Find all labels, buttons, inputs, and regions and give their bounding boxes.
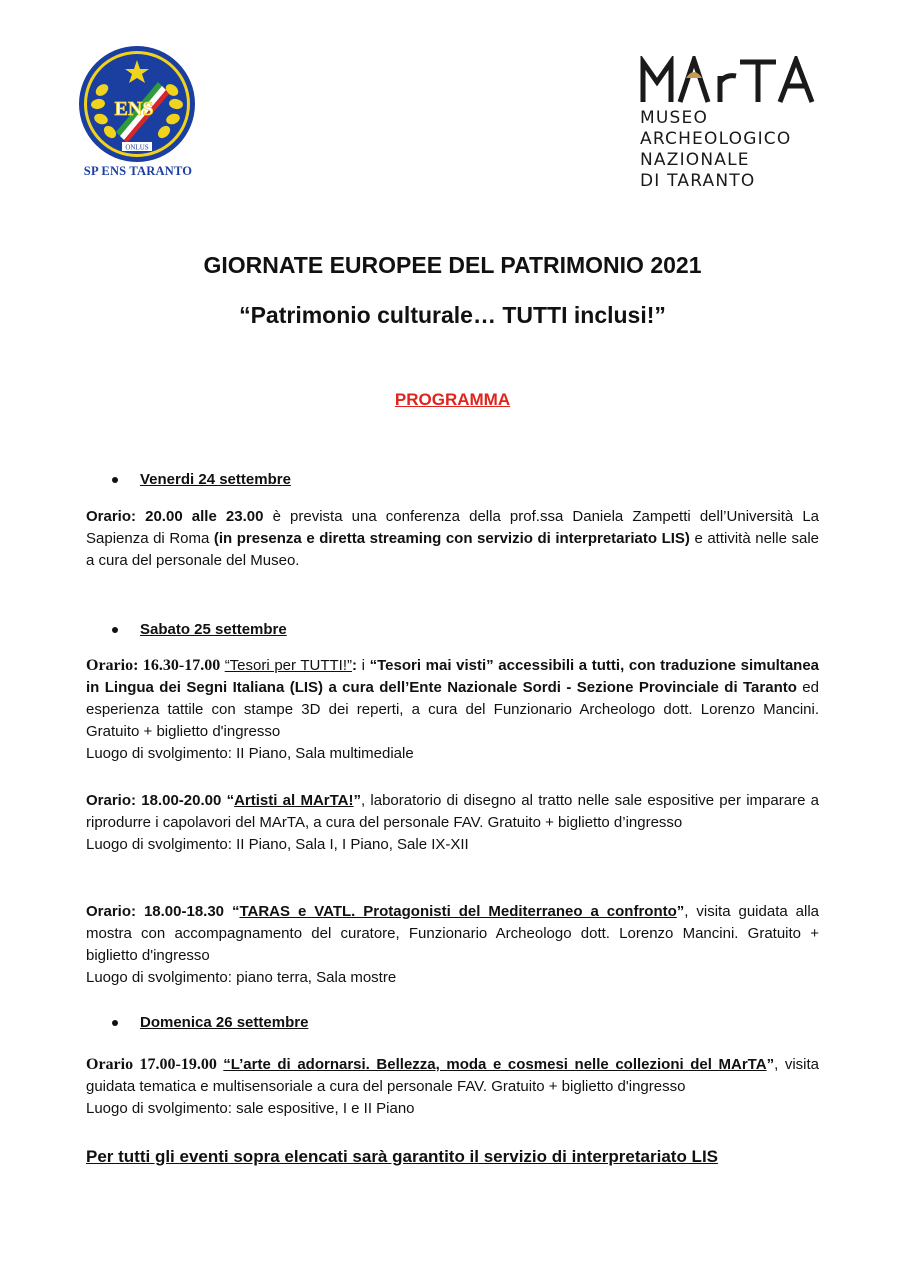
day-2-event-2-text: , laboratorio di disegno al tratto nelle sale espositive per imparare a riprodurre i capolavori del MArTA, a cura del personale FAV. Gratuito + biglietto d’ingresso <box>86 792 819 831</box>
day-3-event-1 <box>86 1054 819 1120</box>
day-3-event-1-place: Luogo di svolgimento: sale espositive, I e II Piano <box>86 1100 415 1117</box>
ens-logo <box>76 42 198 182</box>
day-2-event-1-text-b: ed esperienza tattile con stampe 3D dei reperti, a cura del Funzionario Archeologo dott. Lorenzo Mancini. Gratuito + biglietto d'ingresso <box>86 679 819 740</box>
day-2-event-2-place: Luogo di svolgimento: II Piano, Sala I, I Piano, Sale IX-XII <box>86 836 469 853</box>
day-2-event-2-open-quote: “ <box>226 792 235 809</box>
page-subtitle: “Patrimonio culturale… TUTTI inclusi!” <box>239 302 666 328</box>
day-3-label: Domenica 26 settembre <box>140 1014 309 1031</box>
ens-logo-text: ENS <box>114 98 154 120</box>
day-2-event-2-time: Orario: 18.00-20.00 <box>86 792 227 809</box>
day-1-bold: (in presenza e diretta streaming con servizio di interpretariato LIS) <box>213 530 690 547</box>
day-3-event-1-time: Orario 17.00-19.00 <box>86 1056 224 1073</box>
day-2-event-2 <box>86 790 819 856</box>
day-1-text-a: è prevista una conferenza della prof.ssa Daniela Zampetti dell’Università La Sapienza di Roma <box>86 508 820 547</box>
day-2-event-3-text: , visita guidata alla mostra con accompagnamento del curatore, Funzionario Archeologo dott. Lorenzo Mancini. Gratuito + biglietto d'ingresso <box>86 903 819 964</box>
day-2-label: Sabato 25 settembre <box>140 621 287 638</box>
ens-logo-caption: SP ENS TARANTO <box>83 164 193 178</box>
day-2-event-3-place: Luogo di svolgimento: piano terra, Sala mostre <box>86 969 397 986</box>
day-1-paragraph <box>86 506 819 572</box>
day-2-event-1-bold: “Tesori mai visti” accessibili a tutti, con traduzione simultanea in Lingua dei Segni Italiana (LIS) a cura dell’Ente Nazionale Sordi - Sezione Provinciale di Taranto <box>86 657 820 696</box>
programma-heading: PROGRAMMA <box>394 390 511 409</box>
ens-logo-onlus: ONLUS <box>125 143 149 152</box>
page-title: GIORNATE EUROPEE DEL PATRIMONIO 2021 <box>203 252 702 278</box>
day-2-event-1-time: Orario: 16.30-17.00 <box>86 657 225 674</box>
marta-line-4: DI TARANTO <box>640 171 756 191</box>
day-2-event-3-title: TARAS e VATL. Protagonisti del Mediterraneo a confronto <box>239 903 677 920</box>
day-2-event-1-colon: : <box>352 657 358 674</box>
marta-line-3: NAZIONALE <box>640 150 750 170</box>
bullet-dot-icon <box>112 477 118 483</box>
day-2-event-1-title: “Tesori per TUTTI!” <box>224 657 353 674</box>
marta-logo-wordmark <box>640 56 830 104</box>
day-2-event-1-place: Luogo di svolgimento: II Piano, Sala multimediale <box>86 745 414 762</box>
day-2-event-3-open-quote: “ <box>231 903 240 920</box>
day-1-label: Venerdi 24 settembre <box>140 471 291 488</box>
marta-line-2: ARCHEOLOGICO <box>640 129 792 149</box>
bullet-dot-icon <box>112 627 118 633</box>
day-2-event-2-title: Artisti al MArTA! <box>234 792 354 809</box>
day-3-event-1-close-quote: ” <box>766 1056 775 1073</box>
marta-line-1: MUSEO <box>640 108 709 128</box>
day-2-event-3-time: Orario: 18.00-18.30 <box>86 903 232 920</box>
day-2-event-1-text-a: i <box>357 657 370 674</box>
day-2-event-1 <box>86 655 819 765</box>
day-2-event-3 <box>86 901 819 989</box>
day-3-event-1-text: , visita guidata tematica e multisensoriale a cura del personale FAV. Gratuito + biglietto d'ingresso <box>86 1056 819 1095</box>
day-2-event-2-close-quote: ” <box>353 792 361 809</box>
bullet-dot-icon <box>112 1020 118 1026</box>
day-2-event-3-close-quote: ” <box>676 903 685 920</box>
marta-logo-text <box>640 108 791 192</box>
final-note: Per tutti gli eventi sopra elencati sarà garantito il servizio di interpretariato LIS <box>86 1147 719 1166</box>
day-1-time: Orario: 20.00 alle 23.00 <box>86 508 264 525</box>
day-3-event-1-title: “L’arte di adornarsi. Bellezza, moda e cosmesi nelle collezioni del MArTA <box>223 1056 767 1073</box>
day-1-text-b: e attività nelle sale a cura del personale del Museo. <box>86 530 819 569</box>
